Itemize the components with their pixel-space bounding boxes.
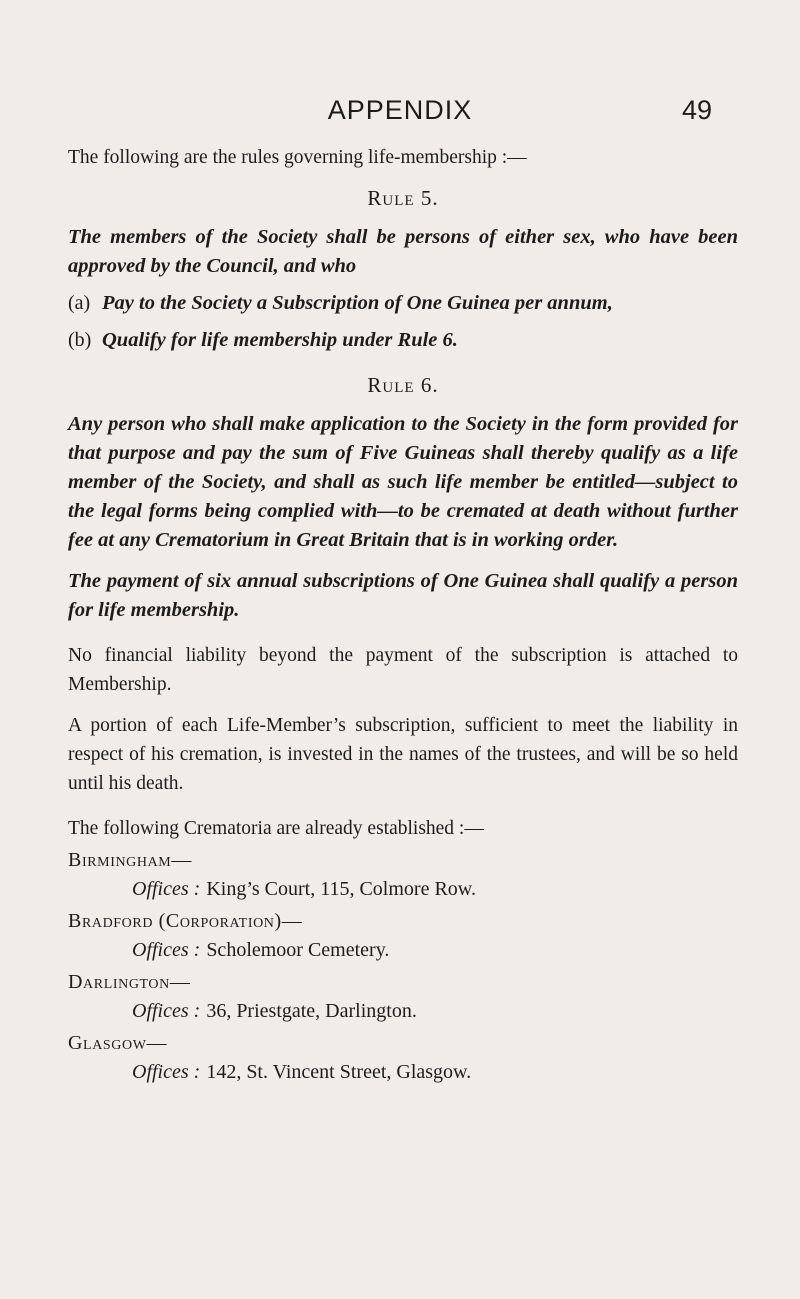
item-text: Qualify for life membership under Rule 6.: [102, 329, 458, 351]
office-address: King’s Court, 115, Colmore Row.: [206, 878, 476, 900]
rule-6-heading: Rule 6.: [367, 373, 439, 397]
offices-label: Offices :: [132, 1000, 201, 1022]
rule-6-paragraph-2: The payment of six annual subscriptions of One Guinea shall qualify a person for life membership.: [68, 570, 738, 621]
rule-5-heading: Rule 5.: [367, 186, 439, 210]
rule-6-paragraph-1: Any person who shall make application to the Society in the form provided for that purpose and pay the sum of Five Guineas shall thereby qualify as a life member of the Society, and shall as such life member be entitled—subject to the legal forms being complied with—to be cremated at death without further fee at any Crematorium in Great Britain that is in working order.: [68, 413, 738, 551]
crematorium-city: Glasgow—: [68, 1032, 168, 1054]
offices-label: Offices :: [132, 878, 201, 900]
office-address: Scholemoor Cemetery.: [206, 939, 390, 961]
office-address: 36, Priestgate, Darlington.: [206, 1000, 417, 1022]
item-text: Pay to the Society a Subscription of One Guinea per annum,: [102, 292, 613, 314]
office-address: 142, St. Vincent Street, Glasgow.: [206, 1061, 472, 1083]
offices-label: Offices :: [132, 939, 201, 961]
rule-5-item-a: [68, 289, 738, 318]
crematorium-office: [68, 936, 738, 965]
rule-5-item-b: [68, 326, 738, 355]
rule-5-text: The members of the Society shall be persons of either sex, who have been approved by the Council, and who: [68, 226, 738, 277]
page-body: [68, 143, 738, 1087]
portion-paragraph: A portion of each Life-Member’s subscription, sufficient to meet the liability in respect of his cremation, is invested in the names of the trustees, and will be so held until his death.: [68, 715, 738, 794]
page-number: 49: [681, 95, 712, 125]
crematorium-office: [68, 997, 738, 1026]
page-header: [0, 95, 800, 135]
liability-paragraph: No financial liability beyond the payment of the subscription is attached to Membership.: [68, 645, 738, 695]
item-label: (a): [68, 292, 91, 314]
crematorium-office: [68, 875, 738, 904]
crematorium-city: Darlington—: [68, 971, 191, 993]
crematorium-city: Birmingham—: [68, 849, 192, 871]
crematoria-list: [68, 846, 738, 1087]
item-label: (b): [68, 329, 92, 351]
crematorium-office: [68, 1058, 738, 1087]
offices-label: Offices :: [132, 1061, 201, 1083]
crematorium-city: Bradford (Corporation)—: [68, 910, 303, 932]
intro-paragraph: The following are the rules governing life-membership :—: [68, 147, 527, 168]
page-title: APPENDIX: [327, 95, 473, 125]
crematoria-intro: The following Crematoria are already established :—: [68, 818, 484, 839]
